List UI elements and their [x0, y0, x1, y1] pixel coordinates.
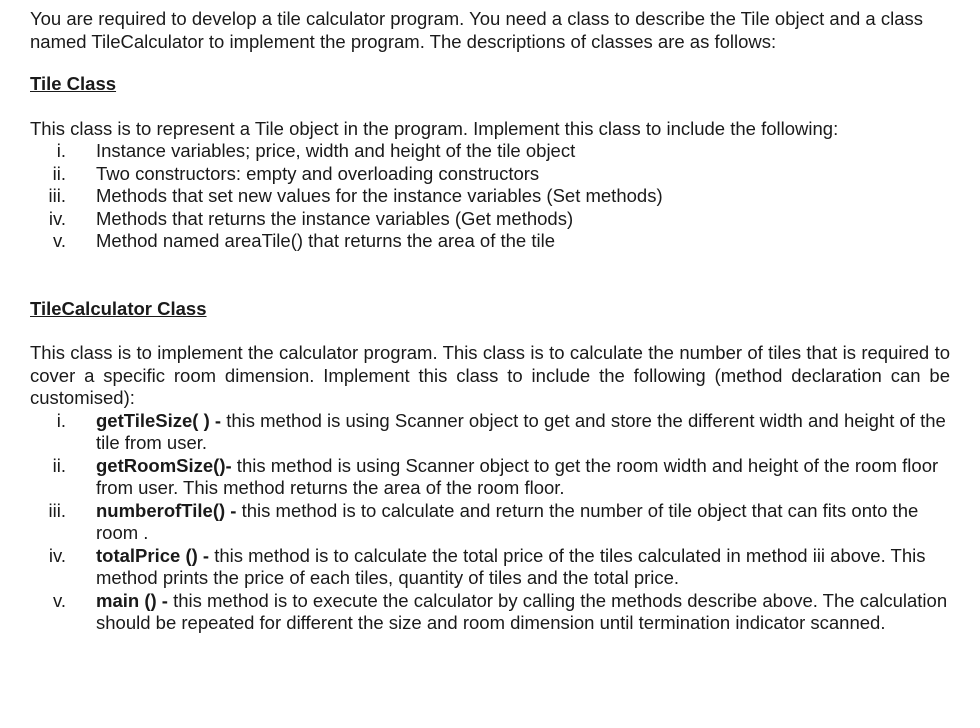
tile-class-description: This class is to represent a Tile object in the program. Implement this class to include the following:	[30, 117, 839, 139]
list-text: Methods that set new values for the instance variables (Set methods)	[96, 185, 663, 206]
method-name: totalPrice () -	[96, 544, 210, 566]
list-number: iii.	[48, 185, 66, 206]
list-item	[30, 185, 950, 208]
method-description: this method is using Scanner object to get and store the different width and height of the tile from user.	[96, 409, 946, 453]
list-number: iii.	[48, 499, 66, 521]
method-description: this method is using Scanner object to get the room width and height of the room floor from user. This method returns the area of the room floor.	[96, 454, 939, 498]
list-text: Methods that returns the instance variables (Get methods)	[96, 207, 574, 229]
list-item	[30, 410, 950, 455]
intro-paragraph: You are required to develop a tile calculator program. You need a class to describe the Tile object and a class named TileCalculator to implement the program. The descriptions of classes are as follows:	[30, 8, 924, 52]
list-text: Method named areaTile() that returns the area of the tile	[96, 230, 555, 251]
list-item	[30, 500, 950, 545]
list-number: v.	[52, 230, 66, 251]
method-description: this method is to execute the calculator by calling the methods describe above. The calculation should be repeated for different the size and room dimension until termination indicator scanned.	[96, 589, 948, 633]
list-text: Instance variables; price, width and height of the tile object	[96, 140, 576, 161]
list-number: ii.	[52, 162, 66, 184]
method-name: numberofTile() -	[96, 499, 237, 521]
method-name: getTileSize( ) -	[96, 409, 222, 431]
list-number: i.	[56, 140, 66, 161]
list-text: Two constructors: empty and overloading constructors	[96, 162, 540, 184]
list-item	[30, 208, 950, 231]
calculator-class-list	[30, 410, 950, 635]
calculator-class-description: This class is to implement the calculator program. This class is to calculate the number of tiles that is required to cover a specific room dimension. Implement this class to include the following (method declaration can be customised):	[30, 342, 950, 408]
list-number: iv.	[48, 544, 66, 566]
list-item	[30, 545, 950, 590]
tile-class-list	[30, 140, 950, 253]
method-name: getRoomSize()-	[96, 454, 232, 476]
method-description: this method is to calculate and return the number of tile object that can fits onto the room .	[96, 499, 919, 543]
method-name: main () -	[96, 589, 168, 611]
list-number: ii.	[52, 454, 66, 476]
list-item	[30, 455, 950, 500]
list-number: v.	[52, 589, 66, 611]
method-description: this method is to calculate the total price of the tiles calculated in method iii above. This method prints the price of each tiles, quantity of tiles and the total price.	[96, 544, 926, 588]
list-item	[30, 140, 950, 163]
calculator-class-heading: TileCalculator Class	[30, 297, 207, 319]
list-number: iv.	[48, 207, 66, 229]
tile-class-heading: Tile Class	[30, 73, 117, 94]
list-item	[30, 163, 950, 186]
list-item	[30, 590, 950, 635]
list-number: i.	[56, 409, 66, 431]
list-item	[30, 230, 950, 253]
